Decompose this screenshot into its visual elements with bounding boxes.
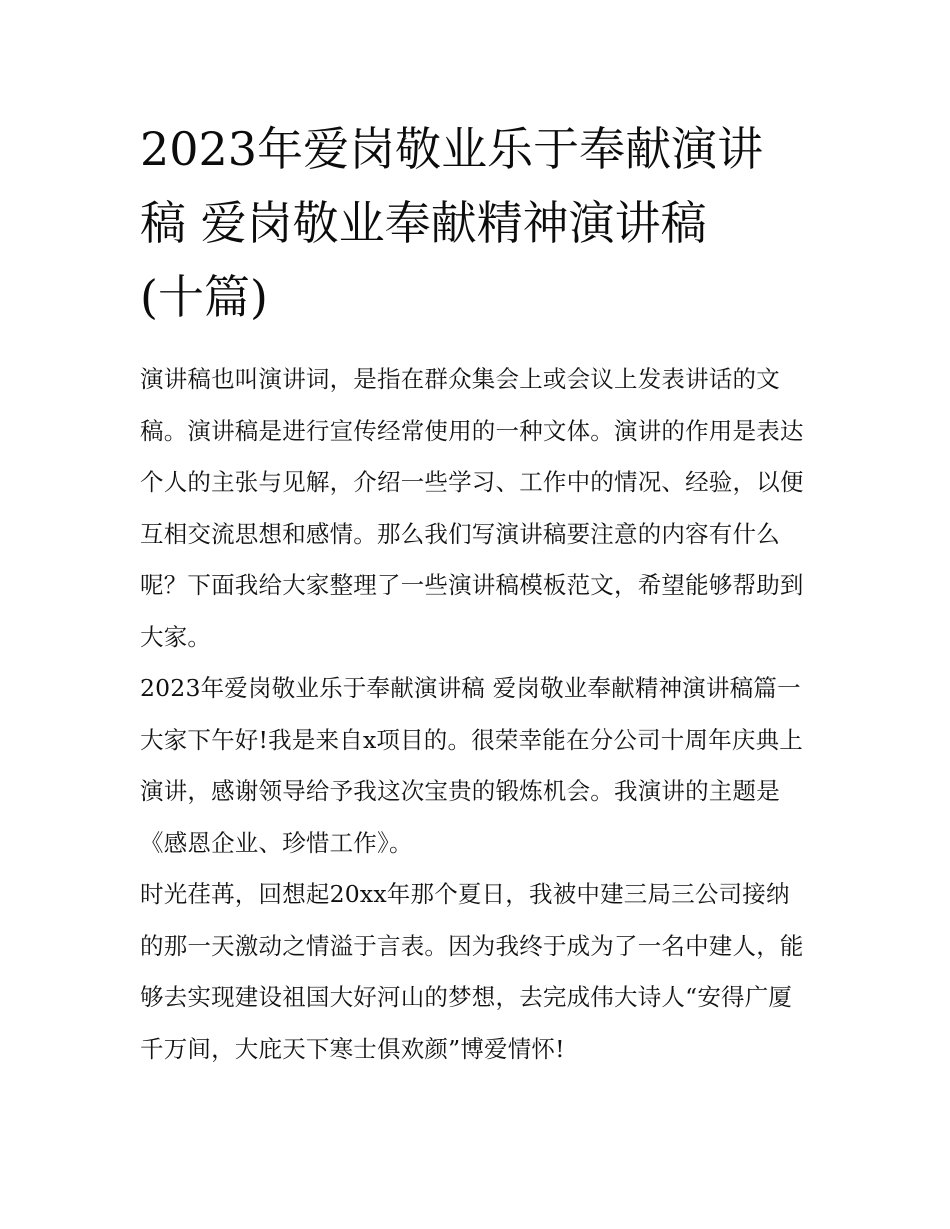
section-heading: 2023年爱岗敬业乐于奉献演讲稿 爱岗敬业奉献精神演讲稿篇一 [140, 674, 801, 702]
document-title [140, 112, 812, 334]
title-line-3: (十篇) [140, 270, 268, 324]
title-line-1: 2023年爱岗敬业乐于奉献演讲 [140, 122, 764, 176]
body-paragraph-1: 大家下午好!我是来自x项目的。很荣幸能在分公司十周年庆典上演讲，感谢领导给予我这次宝贵的锻炼机会。我演讲的主题是《感恩企业、珍惜工作》。 [140, 725, 803, 857]
title-line-2: 稿 爱岗敬业奉献精神演讲稿 [140, 196, 707, 250]
document-body [140, 112, 812, 1075]
body-paragraph-2: 时光荏苒，回想起20xx年那个夏日，我被中建三局三公司接纳的那一天激动之情溢于言表。因为我终于成为了一名中建人，能够去实现建设祖国大好河山的梦想，去完成伟大诗人“安得广厦千万间，大庇天下寒士俱欢颜”博爱情怀! [140, 880, 804, 1063]
intro-paragraph: 演讲稿也叫演讲词，是指在群众集会上或会议上发表讲话的文稿。演讲稿是进行宣传经常使用的一种文体。演讲的作用是表达个人的主张与见解，介绍一些学习、工作中的情况、经验，以便互相交流思想和感情。那么我们写演讲稿要注意的内容有什么呢？下面我给大家整理了一些演讲稿模板范文，希望能够帮助到大家。 [140, 365, 804, 651]
